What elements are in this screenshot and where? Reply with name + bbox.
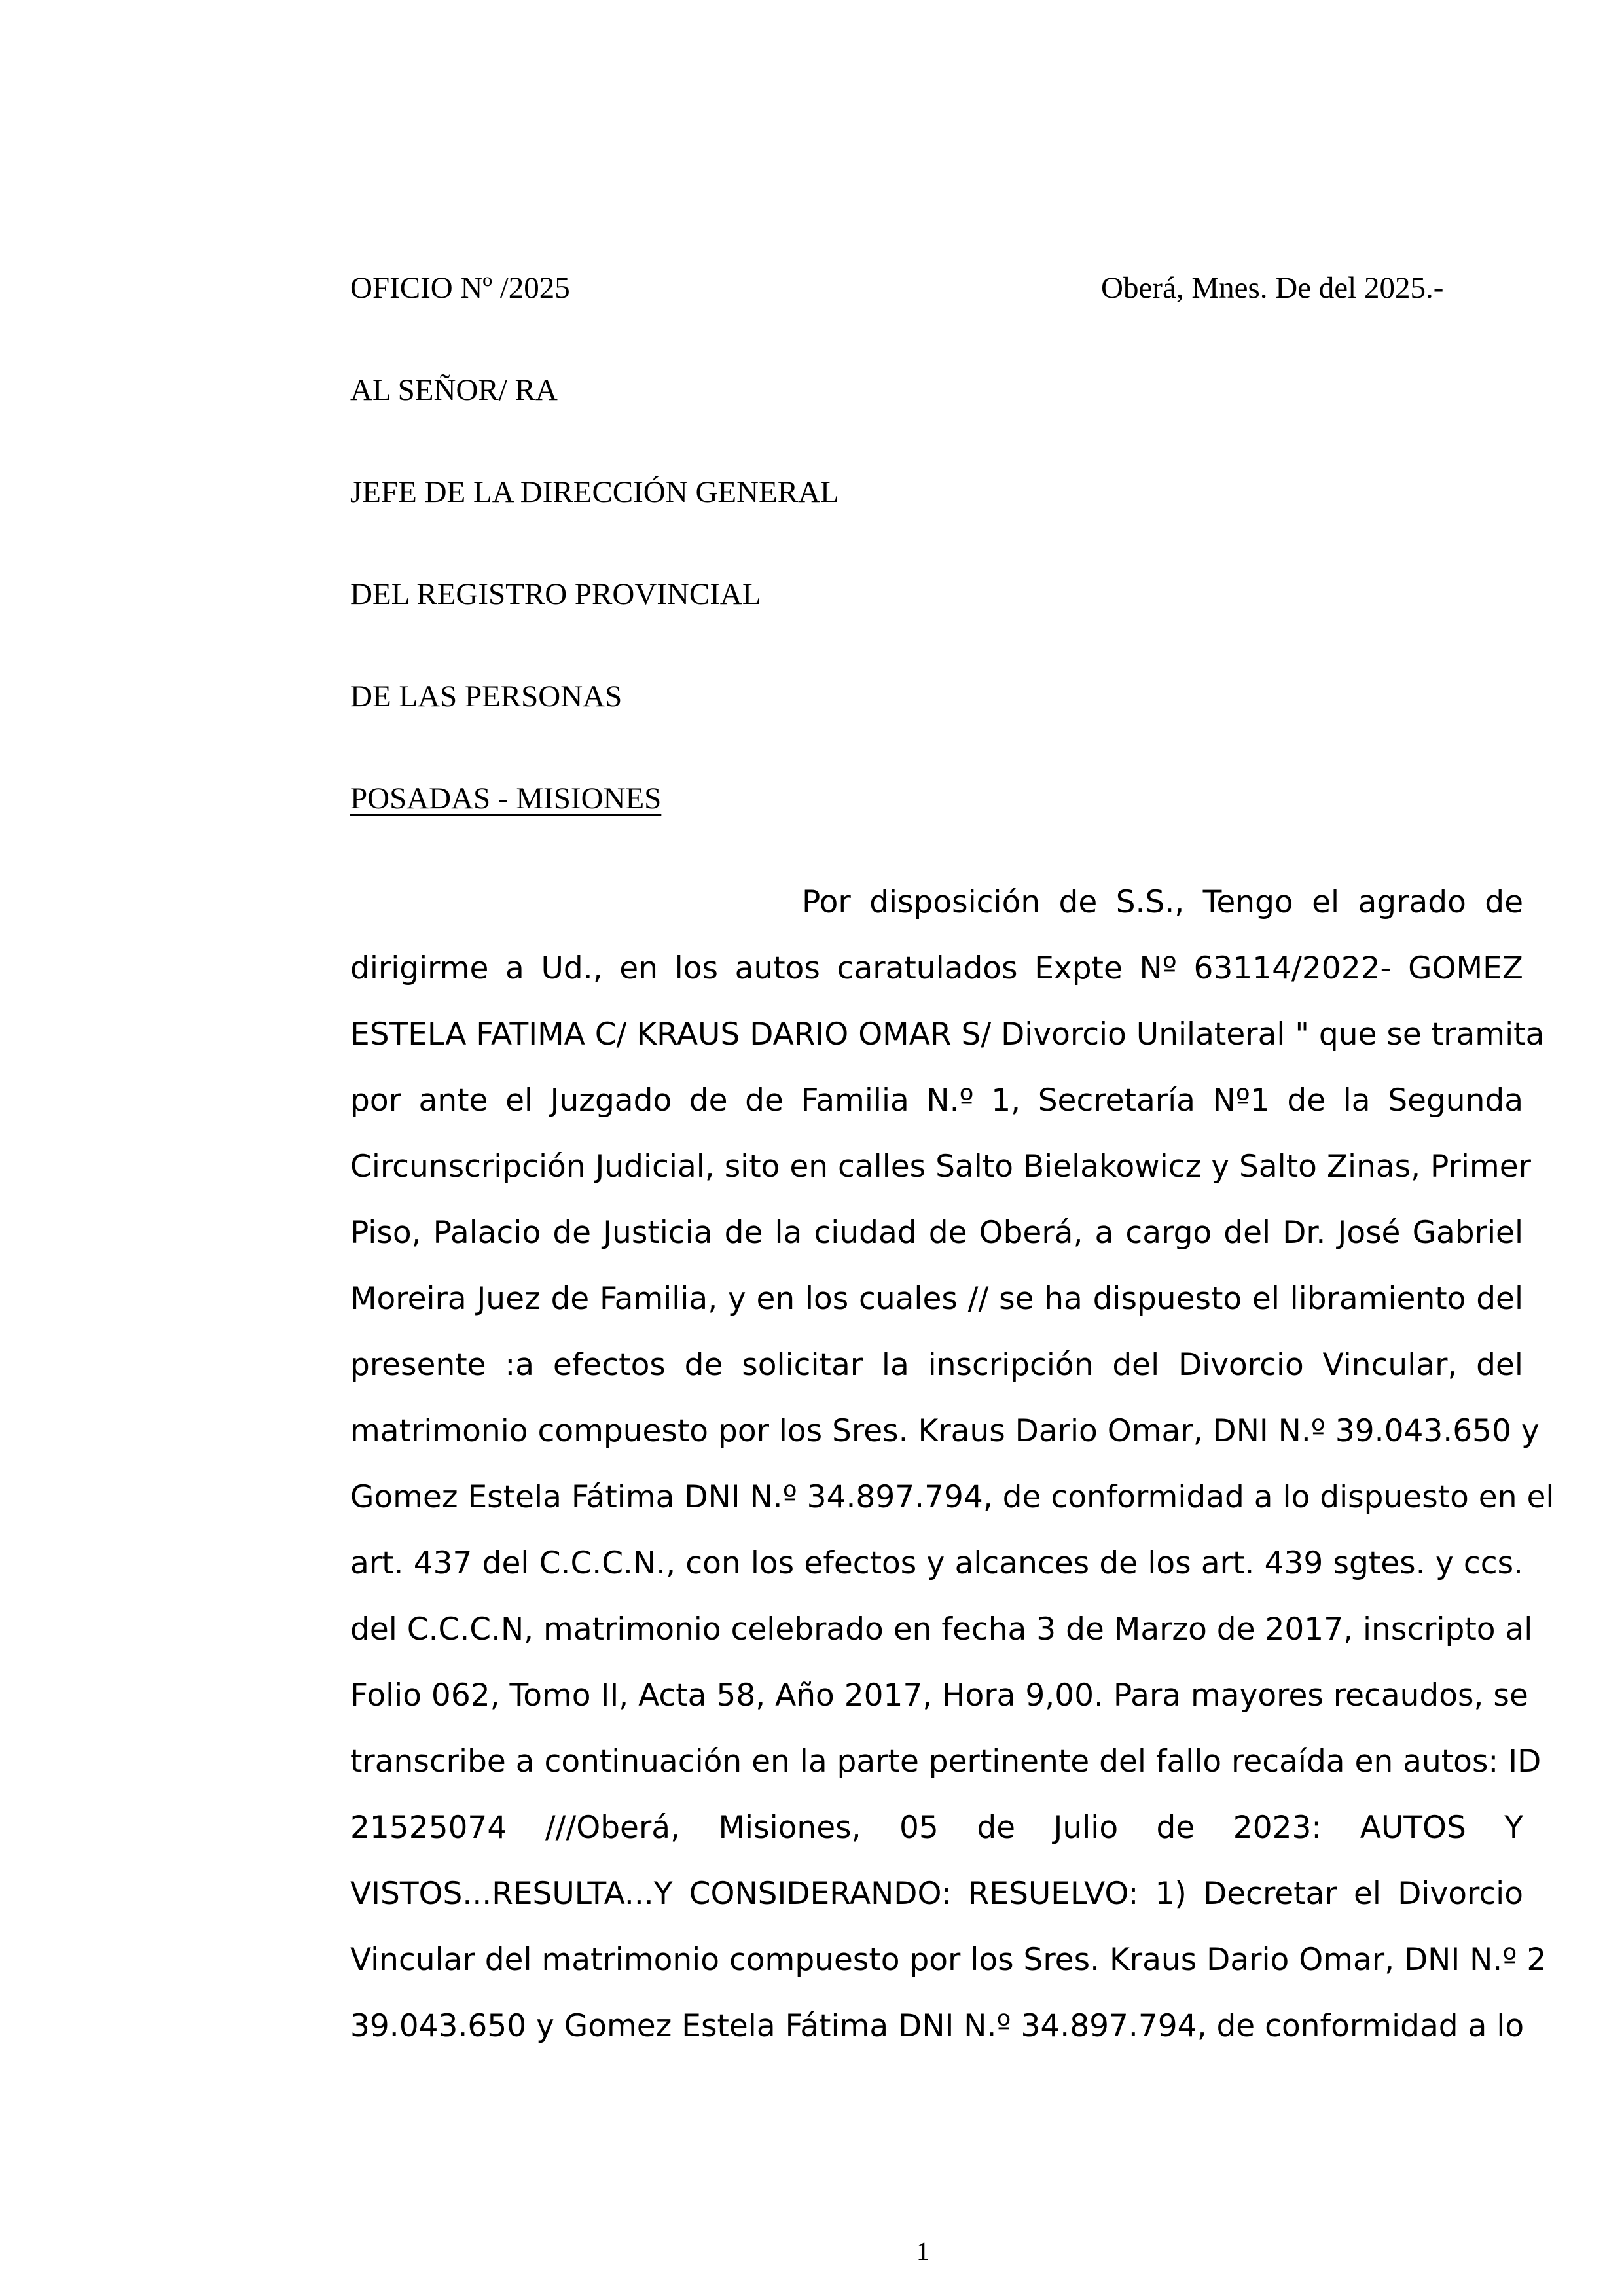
body-line: 21525074 ///Oberá, Misiones, 05 de Julio de 2023: AUTOS Y [350, 1810, 1523, 1846]
page-number: 1 [916, 2236, 929, 2266]
addressee-line: DEL REGISTRO PROVINCIAL [350, 577, 761, 611]
body-line: Vincular del matrimonio compuesto por los Sres. Kraus Dario Omar, DNI N.º 2 [350, 1942, 1547, 1978]
addressee-line: AL SEÑOR/ RA [350, 373, 558, 407]
body-line: del C.C.C.N, matrimonio celebrado en fecha 3 de Marzo de 2017, inscripto al [350, 1611, 1533, 1647]
body-line: Gomez Estela Fátima DNI N.º 34.897.794, de conformidad a lo dispuesto en el [350, 1479, 1555, 1515]
body-line: Folio 062, Tomo II, Acta 58, Año 2017, Hora 9,00. Para mayores recaudos, se [350, 1677, 1528, 1713]
body-line: por ante el Juzgado de de Familia N.º 1, Secretaría Nº1 de la Segunda [350, 1083, 1523, 1119]
body-line: matrimonio compuesto por los Sres. Kraus Dario Omar, DNI N.º 39.043.650 y [350, 1413, 1540, 1449]
body-line: Por disposición de S.S., Tengo el agrado de [802, 884, 1523, 920]
body-line: presente :a efectos de solicitar la inscripción del Divorcio Vincular, del [350, 1347, 1523, 1383]
body-line: transcribe a continuación en la parte pertinente del fallo recaída en autos: ID [350, 1744, 1542, 1780]
body-line: art. 437 del C.C.C.N., con los efectos y alcances de los art. 439 sgtes. y ccs. [350, 1545, 1523, 1581]
body-line: ESTELA FATIMA C/ KRAUS DARIO OMAR S/ Divorcio Unilateral " que se tramita [350, 1016, 1545, 1052]
addressee-line: DE LAS PERSONAS [350, 679, 623, 713]
oficio-number: OFICIO Nº /2025 [350, 271, 570, 305]
place-date: Oberá, Mnes. De del 2025.- [1101, 271, 1444, 305]
addressee-line: JEFE DE LA DIRECCIÓN GENERAL [350, 475, 839, 509]
body-line: 39.043.650 y Gomez Estela Fátima DNI N.º 34.897.794, de conformidad a lo [350, 2008, 1525, 2044]
addressee-city: POSADAS - MISIONES [350, 781, 662, 816]
body-line: Piso, Palacio de Justicia de la ciudad de Oberá, a cargo del Dr. José Gabriel [350, 1215, 1523, 1251]
body-line: VISTOS...RESULTA...Y CONSIDERANDO: RESUELVO: 1) Decretar el Divorcio [350, 1876, 1523, 1912]
body-line: Circunscripción Judicial, sito en calles Salto Bielakowicz y Salto Zinas, Primer [350, 1149, 1531, 1185]
body-line: dirigirme a Ud., en los autos caratulados Expte Nº 63114/2022- GOMEZ [350, 950, 1523, 986]
letter-header [350, 270, 1493, 306]
body-line: Moreira Juez de Familia, y en los cuales // se ha dispuesto el libramiento del [350, 1281, 1523, 1317]
